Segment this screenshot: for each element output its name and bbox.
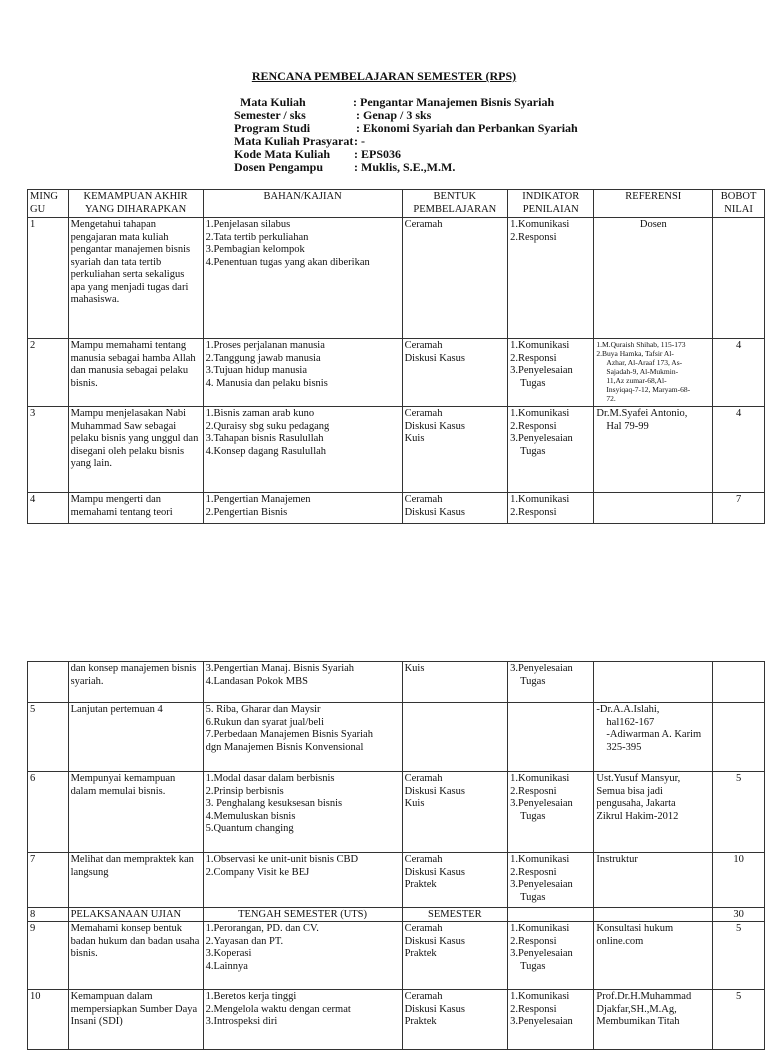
header-learning-outcome — [68, 190, 203, 218]
cell-study-material — [203, 218, 402, 339]
cell-study-material-line: 5. Riba, Gharar dan Maysir — [205, 704, 321, 715]
cell-learning-form-line: Ceramah — [404, 923, 443, 934]
cell-reference-line: Dr.M.Syafei Antonio, — [596, 408, 688, 419]
header-learning-outcome-line-1: KEMAMPUAN AKHIR — [83, 191, 188, 202]
header-assessment-indicator-line-1: INDIKATOR — [522, 191, 580, 202]
cell-weight — [713, 218, 765, 339]
cell-learning-form — [402, 218, 508, 339]
page-title: RENCANA PEMBELAJARAN SEMESTER (RPS) — [251, 69, 517, 83]
cell-learning-outcome: Memahami konsep bentuk badan hukum dan badan usaha bisnis. — [68, 922, 203, 990]
course-name-label: Mata Kuliah — [240, 95, 306, 109]
cell-assessment-indicator-line: 1.Komunikasi — [510, 991, 570, 1002]
cell-reference — [594, 218, 713, 339]
cell-study-material-line: 4.Konsep dagang Rasulullah — [205, 445, 327, 457]
cell-study-material — [203, 662, 402, 703]
cell-study-material — [203, 772, 402, 853]
table-row — [28, 339, 765, 407]
header-study-material — [203, 190, 402, 218]
cell-weight: 10 — [713, 853, 765, 908]
cell-assessment-indicator-line: 2.Resposni — [510, 866, 557, 878]
cell-weight: 30 — [713, 908, 765, 922]
header-learning-form-line-2: PEMBELAJARAN — [413, 203, 497, 215]
cell-study-material-line: 4.Memuluskan bisnis — [205, 810, 296, 822]
cell-study-material — [203, 703, 402, 772]
cell-learning-form-line: Diskusi Kasus — [404, 935, 465, 947]
cell-learning-outcome: Mampu menjelasakan Nabi Muhammad Saw sebagai pelaku bisnis yang unggul dan disegani oleh pelaku bisnis yang lain. — [68, 407, 203, 493]
cell-reference-line: 72. — [606, 394, 616, 403]
cell-learning-form-line: Kuis — [404, 798, 425, 809]
cell-reference-line: -Dr.A.A.Islahi, — [596, 704, 660, 715]
cell-assessment-indicator-line: 2.Responsi — [510, 1003, 557, 1015]
cell-study-material-line: 2.Prinsip berbisnis — [205, 785, 284, 797]
study-program-value: : Ekonomi Syariah dan Perbankan Syariah — [356, 121, 578, 135]
cell-reference-line: Prof.Dr.H.Muhammad — [596, 991, 692, 1002]
table-row — [28, 990, 765, 1050]
cell-assessment-indicator-line: 2.Resposni — [510, 785, 557, 797]
course-name-value: : Pengantar Manajemen Bisnis Syariah — [353, 95, 555, 109]
cell-week: 4 — [28, 493, 69, 524]
cell-assessment-indicator-line: 2.Responsi — [510, 935, 557, 947]
cell-week: 7 — [28, 853, 69, 908]
cell-learning-form-line: Ceramah — [404, 854, 443, 865]
cell-week — [28, 662, 69, 703]
cell-assessment-indicator-line: 3.Penyelesaian — [510, 879, 573, 890]
header-reference — [594, 190, 713, 218]
cell-weight: 4 — [713, 407, 765, 493]
cell-reference-line: Membumikan Titah — [596, 1016, 680, 1027]
cell-study-material-line: 1.Proses perjalanan manusia — [205, 340, 325, 351]
cell-study-material-line: 4.Penentuan tugas yang akan diberikan — [205, 256, 370, 268]
cell-reference-line: pengusaha, Jakarta — [596, 798, 676, 809]
table-row — [28, 772, 765, 853]
cell-study-material-line: 1.Perorangan, PD. dan CV. — [205, 923, 319, 934]
cell-assessment-indicator-line: Tugas — [520, 377, 546, 389]
cell-study-material — [203, 407, 402, 493]
cell-study-material-line: 1.Penjelasan silabus — [205, 219, 291, 230]
cell-learning-form-line: Praktek — [404, 948, 437, 959]
table-row — [28, 853, 765, 908]
cell-learning-form-line: Ceramah — [404, 494, 443, 505]
cell-assessment-indicator-line: 1.Komunikasi — [510, 923, 570, 934]
cell-week: 10 — [28, 990, 69, 1050]
cell-study-material-line: 2.Tata tertib perkuliahan — [205, 231, 309, 243]
cell-reference — [594, 772, 713, 853]
cell-assessment-indicator-line: 1.Komunikasi — [510, 494, 570, 505]
cell-reference-line: Ust.Yusuf Mansyur, — [596, 773, 681, 784]
cell-weight — [713, 662, 765, 703]
header-weight — [713, 190, 765, 218]
cell-learning-outcome: Mampu mengerti dan memahami tentang teori — [68, 493, 203, 524]
header-weight-line-2: NILAI — [724, 203, 753, 215]
cell-learning-form — [402, 662, 508, 703]
cell-reference — [594, 922, 713, 990]
header-week — [28, 190, 69, 218]
header-week-line-2: GU — [30, 203, 46, 215]
semester-value: : Genap / 3 sks — [356, 108, 432, 122]
cell-learning-form-line: Kuis — [404, 433, 425, 444]
cell-study-material-line: 1.Beretos kerja tinggi — [205, 991, 297, 1002]
table-row-uts — [28, 908, 765, 922]
cell-week: 3 — [28, 407, 69, 493]
cell-assessment-indicator — [508, 990, 594, 1050]
cell-reference-line: 2.Buya Hamka, Tafsir Al- — [596, 349, 674, 358]
cell-assessment-indicator-line: 1.Komunikasi — [510, 408, 570, 419]
cell-learning-form-line: Ceramah — [404, 340, 443, 351]
cell-study-material-line: 4.Lainnya — [205, 960, 248, 972]
cell-learning-form-line: Diskusi Kasus — [404, 420, 465, 432]
cell-study-material-line: 2.Yayasan dan PT. — [205, 935, 284, 947]
cell-learning-outcome: Lanjutan pertemuan 4 — [68, 703, 203, 772]
cell-uts-col6 — [594, 908, 713, 922]
cell-reference — [594, 990, 713, 1050]
cell-learning-form-line: Diskusi Kasus — [404, 352, 465, 364]
cell-study-material-line: 1.Bisnis zaman arab kuno — [205, 408, 315, 419]
table-row — [28, 407, 765, 493]
cell-study-material-line: 2.Mengelola waktu dengan cermat — [205, 1003, 351, 1015]
cell-learning-form-line: Diskusi Kasus — [404, 506, 465, 518]
cell-assessment-indicator-line: 1.Komunikasi — [510, 340, 570, 351]
cell-reference-line: 325-395 — [606, 741, 642, 753]
cell-learning-form — [402, 493, 508, 524]
cell-learning-form-line: Ceramah — [404, 408, 443, 419]
cell-weight: 5 — [713, 922, 765, 990]
cell-weight: 5 — [713, 772, 765, 853]
cell-study-material — [203, 990, 402, 1050]
cell-learning-form-line: Praktek — [404, 879, 437, 890]
header-weight-line-1: BOBOT — [720, 191, 757, 202]
cell-assessment-indicator — [508, 493, 594, 524]
cell-learning-outcome: Mampu memahami tentang manusia sebagai hamba Allah dan manusia sebagai pelaku bisnis. — [68, 339, 203, 407]
header-study-material-line-1: BAHAN/KAJIAN — [263, 191, 342, 202]
cell-learning-form-line: Ceramah — [404, 991, 443, 1002]
cell-study-material — [203, 922, 402, 990]
cell-learning-form-line: Diskusi Kasus — [404, 785, 465, 797]
course-code-value: : EPS036 — [354, 147, 402, 161]
cell-assessment-indicator-line: Tugas — [520, 960, 546, 972]
cell-study-material — [203, 339, 402, 407]
cell-reference-line: Sajadah-9, Al-Mukmin- — [606, 367, 679, 376]
header-assessment-indicator-line-2: PENILAIAN — [522, 203, 579, 215]
cell-reference-line: Djakfar,SH.,M.Ag, — [596, 1003, 677, 1015]
cell-assessment-indicator-line: 3.Penyelesaian — [510, 663, 573, 674]
cell-weight — [713, 703, 765, 772]
cell-week: 2 — [28, 339, 69, 407]
cell-assessment-indicator — [508, 703, 594, 772]
cell-study-material-line: 7.Perbedaan Manajemen Bisnis Syariah — [205, 729, 373, 740]
cell-reference-line: Semua bisa jadi — [596, 785, 663, 797]
cell-study-material-line: 3.Introspeksi diri — [205, 1016, 278, 1027]
cell-study-material-line: 3. Penghalang kesuksesan bisnis — [205, 798, 343, 809]
cell-assessment-indicator-line: 2.Responsi — [510, 231, 557, 243]
cell-learning-form-line: Diskusi Kasus — [404, 866, 465, 878]
cell-study-material-line: 3.Pembagian kelompok — [205, 244, 305, 255]
cell-assessment-indicator — [508, 218, 594, 339]
table-row — [28, 922, 765, 990]
cell-study-material-line: 2.Quraisy sbg suku pedagang — [205, 420, 330, 432]
cell-assessment-indicator-line: 2.Responsi — [510, 352, 557, 364]
cell-week: 1 — [28, 218, 69, 339]
cell-assessment-indicator-line: Tugas — [520, 675, 546, 687]
cell-reference-line: Dosen — [639, 219, 667, 230]
cell-learning-outcome: dan konsep manajemen bisnis syariah. — [68, 662, 203, 703]
cell-study-material-line: 1.Pengertian Manajemen — [205, 494, 311, 505]
prerequisite-value: : - — [354, 134, 365, 148]
cell-learning-form — [402, 990, 508, 1050]
cell-study-material-line: 4.Landasan Pokok MBS — [205, 675, 308, 687]
cell-study-material-line: 1.Modal dasar dalam berbisnis — [205, 773, 335, 784]
cell-reference-line: 11,Az zumar-68,Al- — [606, 376, 667, 385]
cell-week: 6 — [28, 772, 69, 853]
cell-learning-form-line: Kuis — [404, 663, 425, 674]
cell-learning-form — [402, 703, 508, 772]
cell-learning-form — [402, 407, 508, 493]
cell-assessment-indicator-line: 3.Penyelesaian — [510, 948, 573, 959]
cell-assessment-indicator-line: Tugas — [520, 445, 546, 457]
cell-assessment-indicator — [508, 662, 594, 703]
cell-reference-line: Instruktur — [596, 854, 638, 865]
cell-assessment-indicator-line: 1.Komunikasi — [510, 773, 570, 784]
cell-learning-form — [402, 339, 508, 407]
cell-week: 5 — [28, 703, 69, 772]
study-program-label: Program Studi — [234, 121, 311, 135]
cell-weight: 7 — [713, 493, 765, 524]
cell-study-material-line: dgn Manajemen Bisnis Konvensional — [205, 741, 364, 753]
course-code-label: Kode Mata Kuliah — [234, 147, 331, 161]
cell-assessment-indicator — [508, 407, 594, 493]
cell-assessment-indicator — [508, 922, 594, 990]
cell-study-material-line: 3.Tahapan bisnis Rasulullah — [205, 433, 324, 444]
header-assessment-indicator — [508, 190, 594, 218]
cell-learning-outcome: Mempunyai kemampuan dalam memulai bisnis. — [68, 772, 203, 853]
table-row — [28, 493, 765, 524]
lecturer-label: Dosen Pengampu — [234, 160, 324, 174]
cell-assessment-indicator-line: Tugas — [520, 810, 546, 822]
cell-learning-outcome: Melihat dan mempraktek kan langsung — [68, 853, 203, 908]
cell-assessment-indicator — [508, 772, 594, 853]
table-row — [28, 703, 765, 772]
cell-reference-line: 1.M.Quraish Shihab, 115-173 — [596, 340, 686, 349]
cell-reference — [594, 493, 713, 524]
cell-assessment-indicator-line: 2.Responsi — [510, 420, 557, 432]
cell-assessment-indicator-line: 3.Penyelesaian — [510, 798, 573, 809]
cell-week: 9 — [28, 922, 69, 990]
cell-reference-line: Azhar, Al-Araaf 173, As- — [606, 358, 683, 367]
cell-assessment-indicator-line: 3.Penyelesaian — [510, 433, 573, 444]
header-learning-outcome-line-2: YANG DIHARAPKAN — [84, 203, 187, 215]
semester-label: Semester / sks — [234, 108, 306, 122]
cell-learning-outcome: Kemampuan dalam mempersiapkan Sumber Daya Insani (SDI) — [68, 990, 203, 1050]
cell-learning-form-line: Ceramah — [404, 219, 443, 230]
cell-assessment-indicator-line: Tugas — [520, 891, 546, 903]
cell-uts-col4: SEMESTER — [402, 908, 508, 922]
cell-assessment-indicator-line: 3.Penyelesaian — [510, 365, 573, 376]
cell-week: 8 — [28, 908, 69, 922]
table-row — [28, 662, 765, 703]
cell-learning-outcome: Mengetahui tahapan pengajaran mata kuliah pengantar manajemen bisnis syariah dan tata tertib perkuliahan serta sekaligus apa yang menjadi tugas dari mahasiswa. — [68, 218, 203, 339]
cell-learning-form-line: Diskusi Kasus — [404, 1003, 465, 1015]
header-learning-form — [402, 190, 508, 218]
cell-learning-form — [402, 922, 508, 990]
header-reference-line-1: REFERENSI — [625, 191, 682, 202]
cell-reference-line: Konsultasi hukum — [596, 923, 674, 934]
cell-study-material-line: 3.Tujuan hidup manusia — [205, 365, 307, 376]
table-header-row — [28, 190, 765, 218]
cell-study-material — [203, 493, 402, 524]
cell-weight: 5 — [713, 990, 765, 1050]
table-row — [28, 218, 765, 339]
cell-reference — [594, 339, 713, 407]
cell-assessment-indicator — [508, 339, 594, 407]
cell-reference — [594, 703, 713, 772]
rps-table-page-1 — [27, 189, 765, 524]
cell-study-material — [203, 853, 402, 908]
cell-assessment-indicator-line: 1.Komunikasi — [510, 219, 570, 230]
cell-learning-form — [402, 772, 508, 853]
prerequisite-label: Mata Kuliah Prasyarat — [234, 134, 354, 148]
cell-reference-line: Hal 79-99 — [606, 420, 649, 432]
cell-study-material-line: 2.Pengertian Bisnis — [205, 506, 288, 518]
cell-reference-line: Insyiqaq-7-12, Maryam-68- — [606, 385, 691, 394]
cell-reference-line: online.com — [596, 935, 644, 947]
cell-learning-form — [402, 853, 508, 908]
cell-reference — [594, 662, 713, 703]
cell-study-material-line: 3.Koperasi — [205, 948, 252, 959]
lecturer-value: : Muklis, S.E.,M.M. — [354, 160, 456, 174]
cell-reference-line: Zikrul Hakim-2012 — [596, 810, 679, 822]
cell-uts-col2: PELAKSANAAN UJIAN — [68, 908, 203, 922]
cell-assessment-indicator-line: 3.Penyelesaian — [510, 1016, 573, 1027]
cell-study-material-line: 3.Pengertian Manaj. Bisnis Syariah — [205, 663, 355, 674]
rps-table-page-2 — [27, 661, 765, 1050]
cell-assessment-indicator-line: 2.Responsi — [510, 506, 557, 518]
cell-assessment-indicator-line: 1.Komunikasi — [510, 854, 570, 865]
cell-study-material-line: 5.Quantum changing — [205, 823, 294, 834]
cell-uts-col5 — [508, 908, 594, 922]
cell-learning-form-line: Praktek — [404, 1016, 437, 1027]
cell-study-material-line: 2.Company Visit ke BEJ — [205, 866, 310, 878]
header-learning-form-line-1: BENTUK — [433, 191, 477, 202]
cell-reference-line: hal162-167 — [606, 716, 655, 728]
cell-reference — [594, 853, 713, 908]
cell-study-material-line: 1.Observasi ke unit-unit bisnis CBD — [205, 854, 359, 865]
cell-study-material-line: 4. Manusia dan pelaku bisnis — [205, 377, 328, 389]
cell-study-material-line: 6.Rukun dan syarat jual/beli — [205, 716, 324, 728]
cell-reference — [594, 407, 713, 493]
cell-assessment-indicator — [508, 853, 594, 908]
header-week-line-1: MING — [30, 191, 58, 202]
cell-learning-form-line: Ceramah — [404, 773, 443, 784]
cell-uts-col3: TENGAH SEMESTER (UTS) — [203, 908, 402, 922]
cell-study-material-line: 2.Tanggung jawab manusia — [205, 352, 321, 364]
cell-reference-line: -Adiwarman A. Karim — [606, 729, 702, 740]
cell-weight: 4 — [713, 339, 765, 407]
